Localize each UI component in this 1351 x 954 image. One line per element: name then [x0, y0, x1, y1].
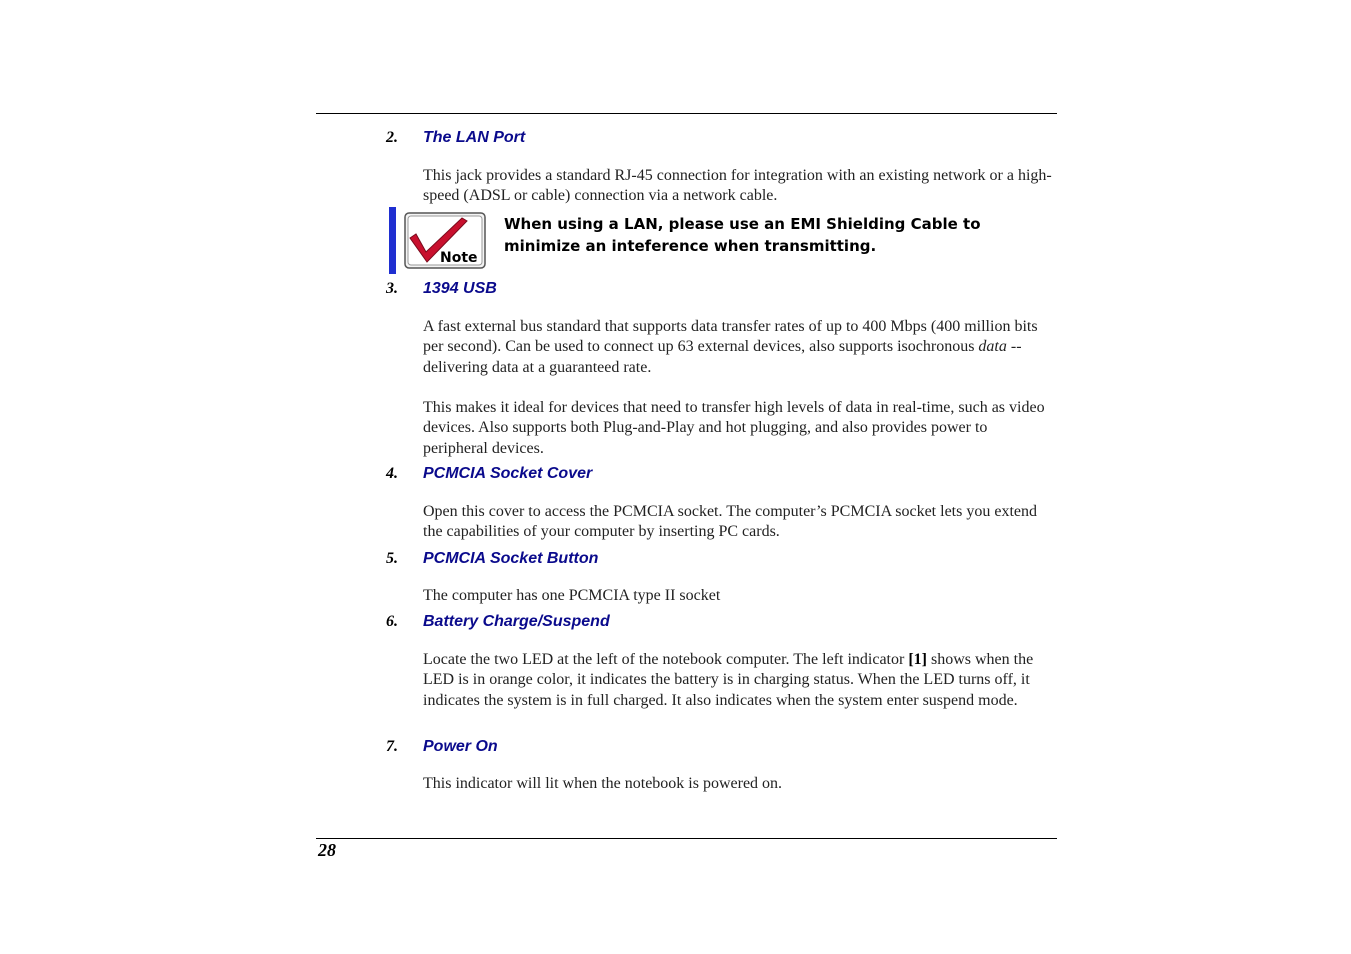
note-checkmark-icon: [404, 212, 486, 269]
section-number: 3.: [386, 280, 398, 297]
page-number: 28: [318, 840, 336, 860]
section-number: 5.: [386, 550, 398, 567]
note-text: When using a LAN, please use an EMI Shielding Cable to minimize an inteference when transmitting.: [504, 215, 981, 255]
paragraph-text: A fast external bus standard that supports data transfer rates of up to 400 Mbps (400 million bits per second). Can be used to connect up 63 external devices, also supports isochronous: [423, 318, 1038, 356]
section-number: 6.: [386, 613, 398, 630]
footer-rule: [316, 838, 1057, 839]
section-paragraph: [423, 650, 1053, 711]
section-paragraph: Open this cover to access the PCMCIA socket. The computer’s PCMCIA socket lets you extend the capabilities of your computer by inserting PC cards.: [423, 503, 1037, 541]
section-number: 7.: [386, 738, 398, 755]
section-paragraph: This indicator will lit when the notebook is powered on.: [423, 775, 783, 792]
paragraph-text: -- delivering data at a guaranteed rate.: [423, 338, 1022, 376]
section-paragraph: [423, 317, 1053, 378]
note-icon-label: Note: [440, 250, 478, 266]
section-paragraph: The computer has one PCMCIA type II socket: [423, 587, 721, 604]
paragraph-emphasis: data: [978, 338, 1007, 356]
paragraph-text: shows when the LED is in orange color, it indicates the battery is in charging status. When the LED turns off, it indicates the system is in full charged. It also indicates when the system enter suspend mode.: [423, 651, 1034, 709]
section-paragraph: This makes it ideal for devices that need to transfer high levels of data in real-time, such as video devices. Also supports both Plug-and-Play and hot plugging, and also provides power to peripheral devices.: [423, 399, 1045, 457]
section-paragraph: This jack provides a standard RJ-45 connection for integration with an existing network or a high-speed (ADSL or cable) connection via a network cable.: [423, 167, 1052, 205]
section-title: Power On: [423, 738, 498, 755]
header-rule: [316, 113, 1057, 114]
indicator-reference: [1]: [908, 651, 927, 668]
section-number: 2.: [386, 129, 398, 146]
section-title: PCMCIA Socket Button: [423, 550, 599, 567]
paragraph-text: Locate the two LED at the left of the notebook computer. The left indicator: [423, 651, 909, 668]
section-title: Battery Charge/Suspend: [423, 613, 610, 630]
note-accent-bar: [389, 207, 396, 274]
section-number: 4.: [386, 465, 398, 482]
section-title: PCMCIA Socket Cover: [423, 465, 593, 482]
section-title: 1394 USB: [423, 280, 497, 297]
section-title: The LAN Port: [423, 129, 526, 146]
